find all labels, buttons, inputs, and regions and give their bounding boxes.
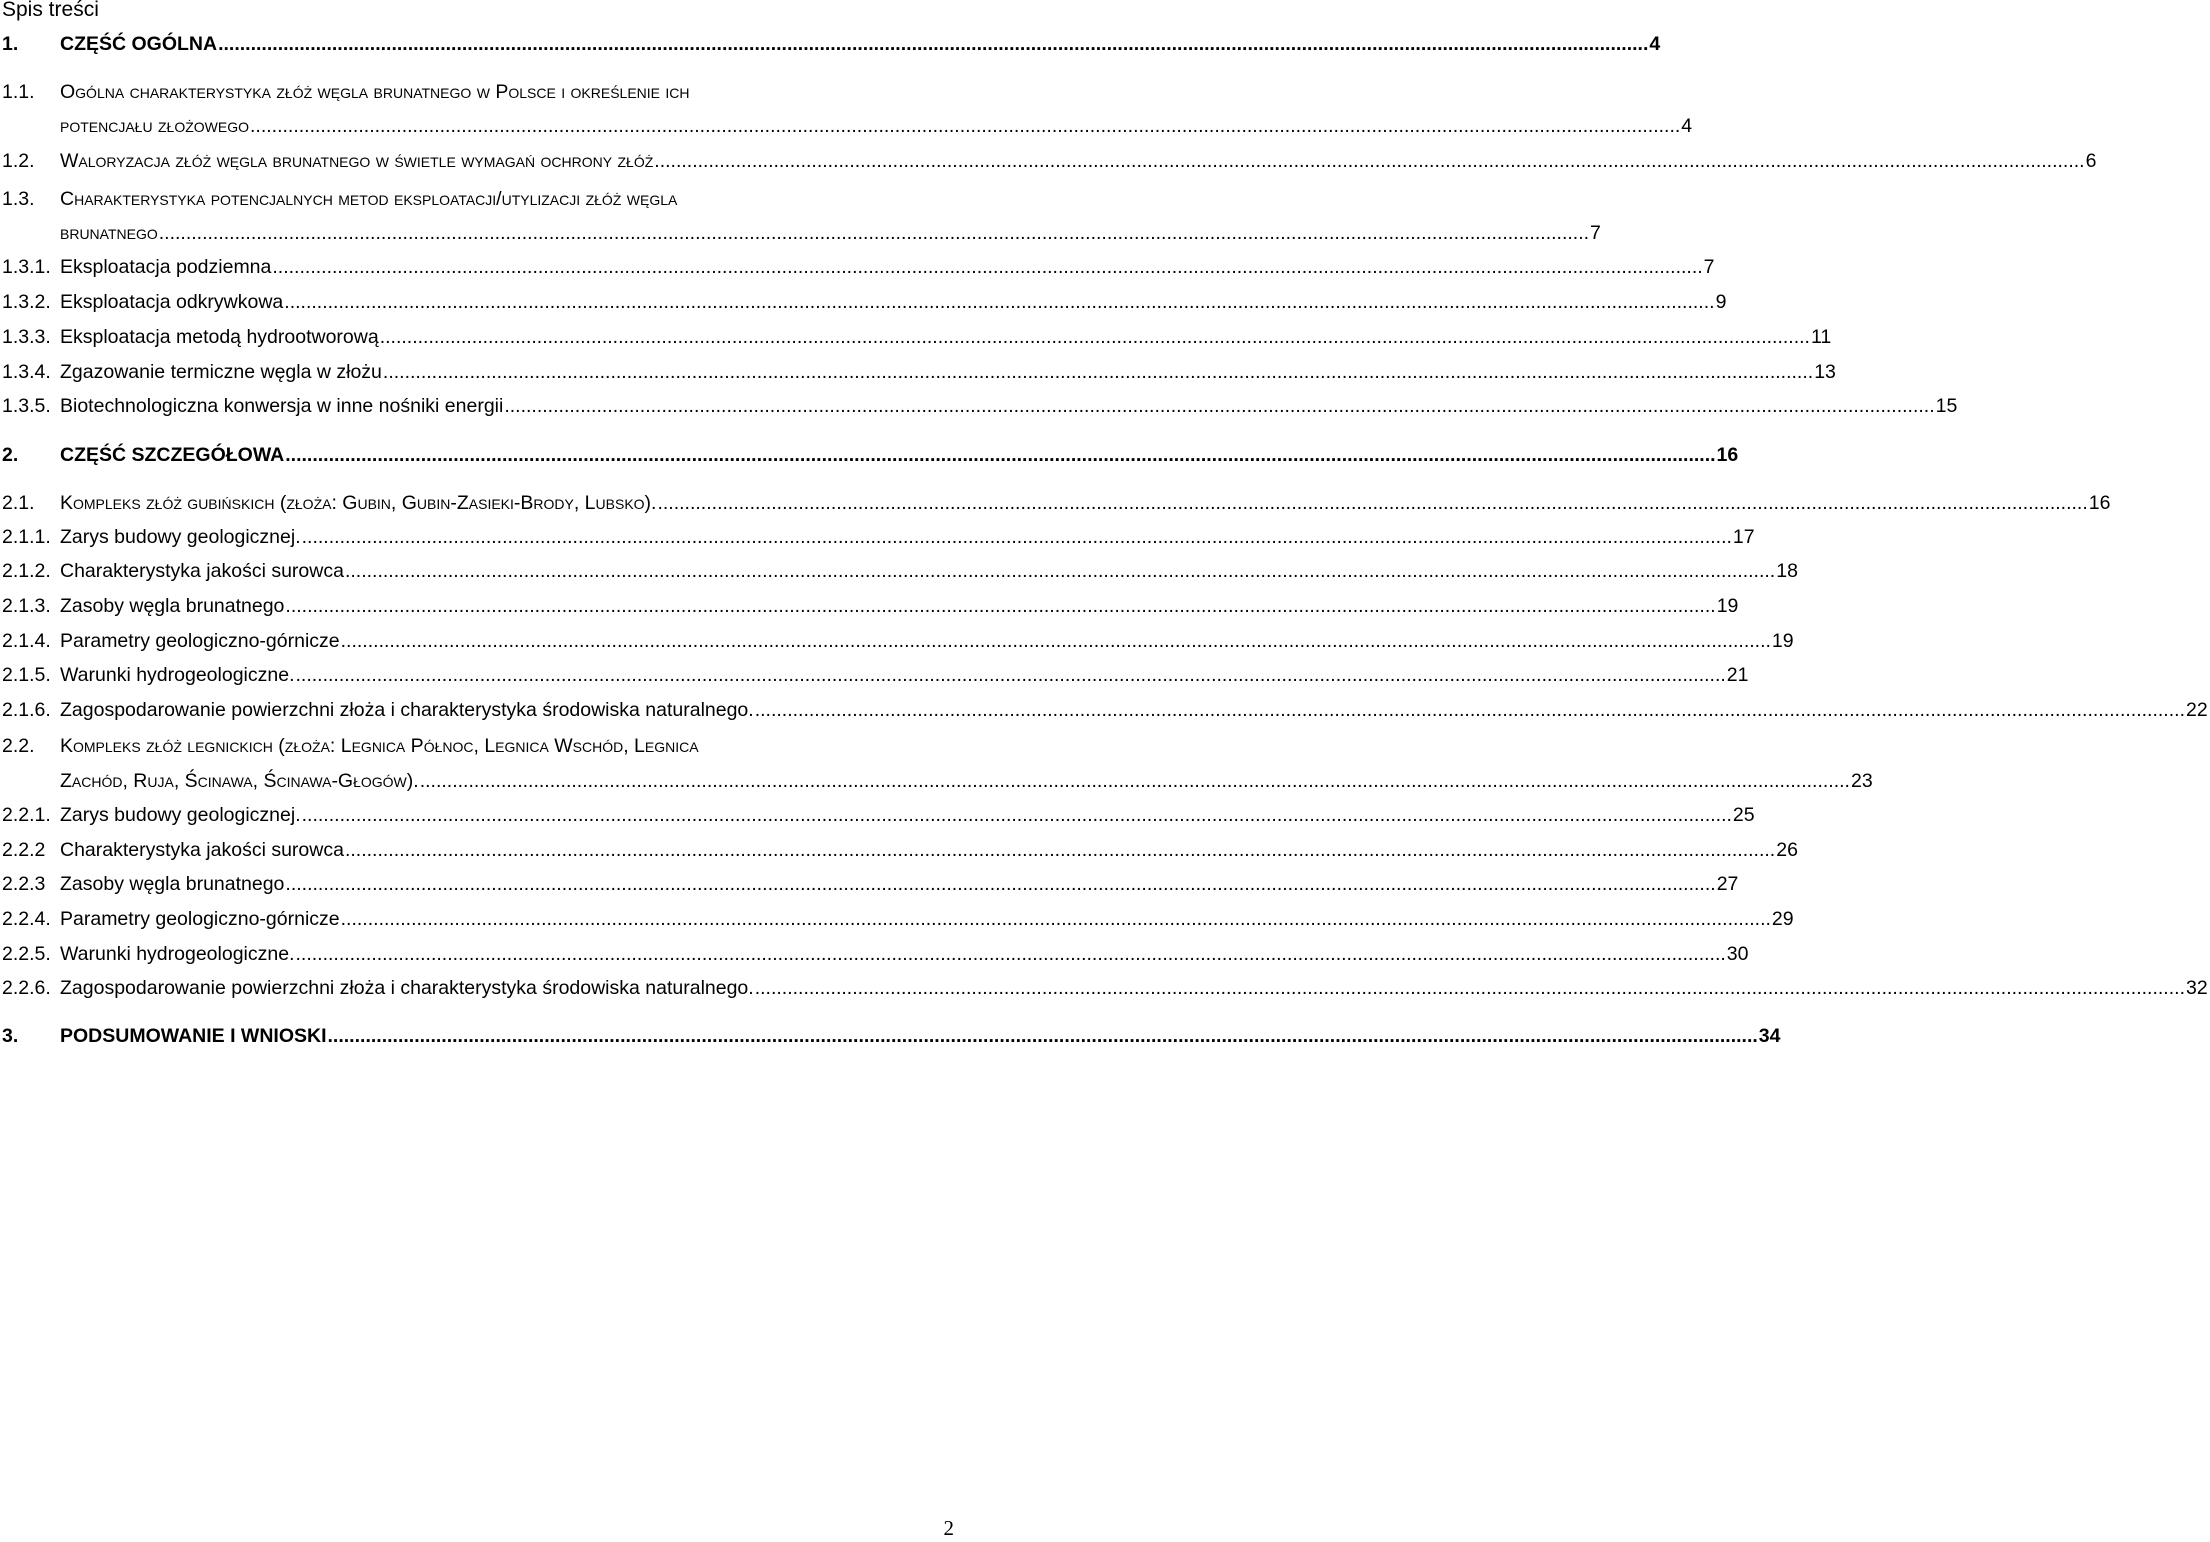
toc-entry[interactable] [2, 290, 1727, 314]
dot-leader [218, 32, 1648, 56]
toc-entry-page: 17 [1732, 526, 1755, 548]
dot-leader [159, 221, 1589, 245]
toc-entry-title: Eksploatacja metodą hydrootworową [60, 326, 379, 348]
toc-entry-title: Zarys budowy geologicznej. [60, 804, 301, 826]
toc-entry-title: brunatnego [60, 222, 158, 244]
toc-entry-number: 2.1.4. [2, 630, 51, 652]
dot-leader [345, 559, 1775, 583]
toc-entry-title: Zarys budowy geologicznej. [60, 526, 301, 548]
toc-entry[interactable] [2, 80, 960, 104]
toc-entry[interactable] [2, 594, 1739, 618]
dot-leader [296, 942, 1726, 966]
toc-entry-number: 2.1. [2, 492, 35, 514]
toc-entry[interactable] [2, 360, 1836, 384]
dot-leader [285, 443, 1715, 467]
dot-leader [345, 838, 1775, 862]
toc-entry[interactable] [2, 32, 1661, 56]
toc-entry[interactable] [2, 872, 1739, 896]
toc-entry-title: potencjału złożowego [60, 115, 249, 137]
toc-entry-number: 1.3.1. [2, 256, 51, 278]
toc-entry-number: 1.3. [2, 188, 35, 210]
toc-entry-title: Zasoby węgla brunatnego [60, 595, 285, 617]
toc-entry[interactable] [2, 976, 2208, 1000]
toc-entry-title: Warunki hydrogeologiczne. [60, 664, 295, 686]
toc-entry-page: 13 [1814, 361, 1836, 383]
toc-entry-title: Zachód, Ruja, Ścinawa, Ścinawa-Głogów). [60, 770, 419, 792]
dot-leader [504, 394, 1934, 418]
toc-entry[interactable] [2, 942, 1749, 966]
toc-entry-title: CZĘŚĆ OGÓLNA [60, 33, 218, 55]
toc-entry-number: 2.1.6. [2, 699, 51, 721]
toc-entry-number: 2.2.6. [2, 977, 51, 999]
toc-entry-title: Charakterystyka jakości surowca [60, 560, 344, 582]
dot-leader [420, 769, 1850, 793]
toc-entry[interactable] [2, 221, 1601, 245]
dot-leader [383, 360, 1813, 384]
toc-entry-page: 6 [2085, 150, 2097, 172]
toc-entry-number: 2.1.2. [2, 560, 51, 582]
dot-leader [296, 663, 1726, 687]
toc-entry[interactable] [2, 734, 960, 758]
toc-entry-number: 2.2.2 [2, 839, 46, 861]
toc-entry-page: 19 [1771, 630, 1794, 652]
toc-entry-page: 9 [1715, 291, 1727, 313]
toc-entry-number: 2.2. [2, 735, 35, 757]
toc-entry-title: Zgazowanie termiczne węgla w złożu [60, 361, 382, 383]
toc-entry-number: 2.1.5. [2, 664, 51, 686]
toc-entry-page: 4 [1681, 115, 1693, 137]
toc-entry-number: 2.2.4. [2, 908, 51, 930]
toc-entry-title: Kompleks złóż legnickich (złoża: Legnica Północ, Legnica Wschód, Legnica [60, 735, 699, 757]
toc-entry-title: Kompleks złóż gubińskich (złoża: Gubin, Gubin-Zasieki-Brody, Lubsko). [60, 492, 657, 514]
toc-entry[interactable] [2, 443, 1739, 467]
toc-entry-page: 19 [1716, 595, 1739, 617]
toc-entry-title: Charakterystyka jakości surowca [60, 839, 344, 861]
toc-entry-title: Charakterystyka potencjalnych metod eksploatacji/utylizacji złóż węgla [60, 188, 678, 210]
toc-entry-page: 34 [1758, 1025, 1781, 1047]
toc-entry-page: 7 [1590, 222, 1601, 244]
toc-entry[interactable] [2, 559, 1798, 583]
toc-entry[interactable] [2, 255, 1715, 279]
toc-entry[interactable] [2, 629, 1794, 653]
toc-entry-title: Parametry geologiczno-górnicze [60, 630, 340, 652]
dot-leader [250, 114, 1680, 138]
dot-leader [341, 907, 1771, 931]
dot-leader [755, 976, 2185, 1000]
toc-entry-number: 1.1. [2, 81, 35, 103]
toc-entry-number: 2.1.3. [2, 595, 51, 617]
toc-entry-number: 1. [2, 33, 19, 55]
toc-entry-number: 1.3.3. [2, 326, 51, 348]
toc-entry-title: Waloryzacja złóż węgla brunatnego w świetle wymagań ochrony złóż [60, 150, 654, 172]
dot-leader [328, 1024, 1758, 1048]
toc-entry-number: 3. [2, 1025, 19, 1047]
toc-entry-title: Zagospodarowanie powierzchni złoża i charakterystyka środowiska naturalnego. [60, 977, 754, 999]
toc-entry[interactable] [2, 803, 1755, 827]
dot-leader [657, 491, 2087, 515]
toc-entry[interactable] [2, 663, 1749, 687]
dot-leader [341, 629, 1771, 653]
toc-entry-title: PODSUMOWANIE I WNIOSKI [60, 1025, 327, 1047]
toc-entry-page: 7 [1703, 256, 1715, 278]
toc-entry-page: 4 [1649, 33, 1661, 55]
toc-entry[interactable] [2, 394, 1958, 418]
toc-entry-page: 16 [2088, 492, 2111, 514]
dot-leader [302, 525, 1732, 549]
toc-entry[interactable] [2, 698, 2208, 722]
toc-entry-number: 2.2.3 [2, 873, 46, 895]
toc-entry-page: 11 [1810, 326, 1832, 348]
toc-entry[interactable] [2, 114, 1693, 138]
toc-entry-page: 25 [1732, 804, 1755, 826]
toc-entry-number: 1.3.5. [2, 395, 51, 417]
dot-leader [654, 149, 2084, 173]
toc-entry-page: 30 [1726, 943, 1749, 965]
dot-leader [302, 803, 1732, 827]
toc-entry[interactable] [2, 838, 1798, 862]
toc-entry-title: Ogólna charakterystyka złóż węgla brunatnego w Polsce i określenie ich [60, 81, 690, 103]
page-number: 2 [943, 1516, 954, 1540]
toc-entry-title: Eksploatacja odkrywkowa [60, 291, 284, 313]
dot-leader [755, 698, 2185, 722]
toc-entry-page: 23 [1850, 770, 1873, 792]
toc-entry-title: Warunki hydrogeologiczne. [60, 943, 295, 965]
toc-entry-page: 27 [1716, 873, 1739, 895]
toc-entry-number: 2.2.1. [2, 804, 51, 826]
toc-entry-page: 32 [2185, 977, 2208, 999]
toc-entry-page: 26 [1776, 839, 1798, 861]
dot-leader [284, 290, 1714, 314]
dot-leader [285, 872, 1715, 896]
toc-entry[interactable] [2, 1024, 1781, 1048]
toc-entry-title: CZĘŚĆ SZCZEGÓŁOWA [60, 444, 285, 466]
toc-entry-number: 1.3.4. [2, 361, 51, 383]
toc-entry[interactable] [2, 325, 1832, 349]
toc-entry-page: 16 [1716, 444, 1739, 466]
toc-entry-number: 1.2. [2, 150, 35, 172]
toc-entry[interactable] [2, 149, 2097, 173]
toc-entry-page: 21 [1726, 664, 1749, 686]
toc-entry[interactable] [2, 187, 960, 211]
toc-entry-number: 1.3.2. [2, 291, 51, 313]
toc-entry[interactable] [2, 769, 1873, 793]
toc-entry-number: 2.2.5. [2, 943, 51, 965]
dot-leader [285, 594, 1715, 618]
toc-title: Spis treści [2, 0, 99, 21]
toc-entry-page: 22 [2185, 699, 2208, 721]
toc-entry-page: 29 [1771, 908, 1794, 930]
toc-entry-number: 2. [2, 444, 19, 466]
dot-leader [380, 325, 1810, 349]
toc-entry-title: Eksploatacja podziemna [60, 256, 272, 278]
toc-entry[interactable] [2, 525, 1755, 549]
toc-entry-title: Zagospodarowanie powierzchni złoża i charakterystyka środowiska naturalnego. [60, 699, 754, 721]
toc-entry[interactable] [2, 491, 2111, 515]
dot-leader [272, 255, 1702, 279]
toc-entry-number: 2.1.1. [2, 526, 51, 548]
toc-entry-title: Parametry geologiczno-górnicze [60, 908, 340, 930]
toc-entry-title: Zasoby węgla brunatnego [60, 873, 285, 895]
toc-entry-title: Biotechnologiczna konwersja w inne nośniki energii [60, 395, 504, 417]
toc-entry-page: 18 [1776, 560, 1798, 582]
toc-entry-page: 15 [1935, 395, 1958, 417]
toc-entry[interactable] [2, 907, 1794, 931]
